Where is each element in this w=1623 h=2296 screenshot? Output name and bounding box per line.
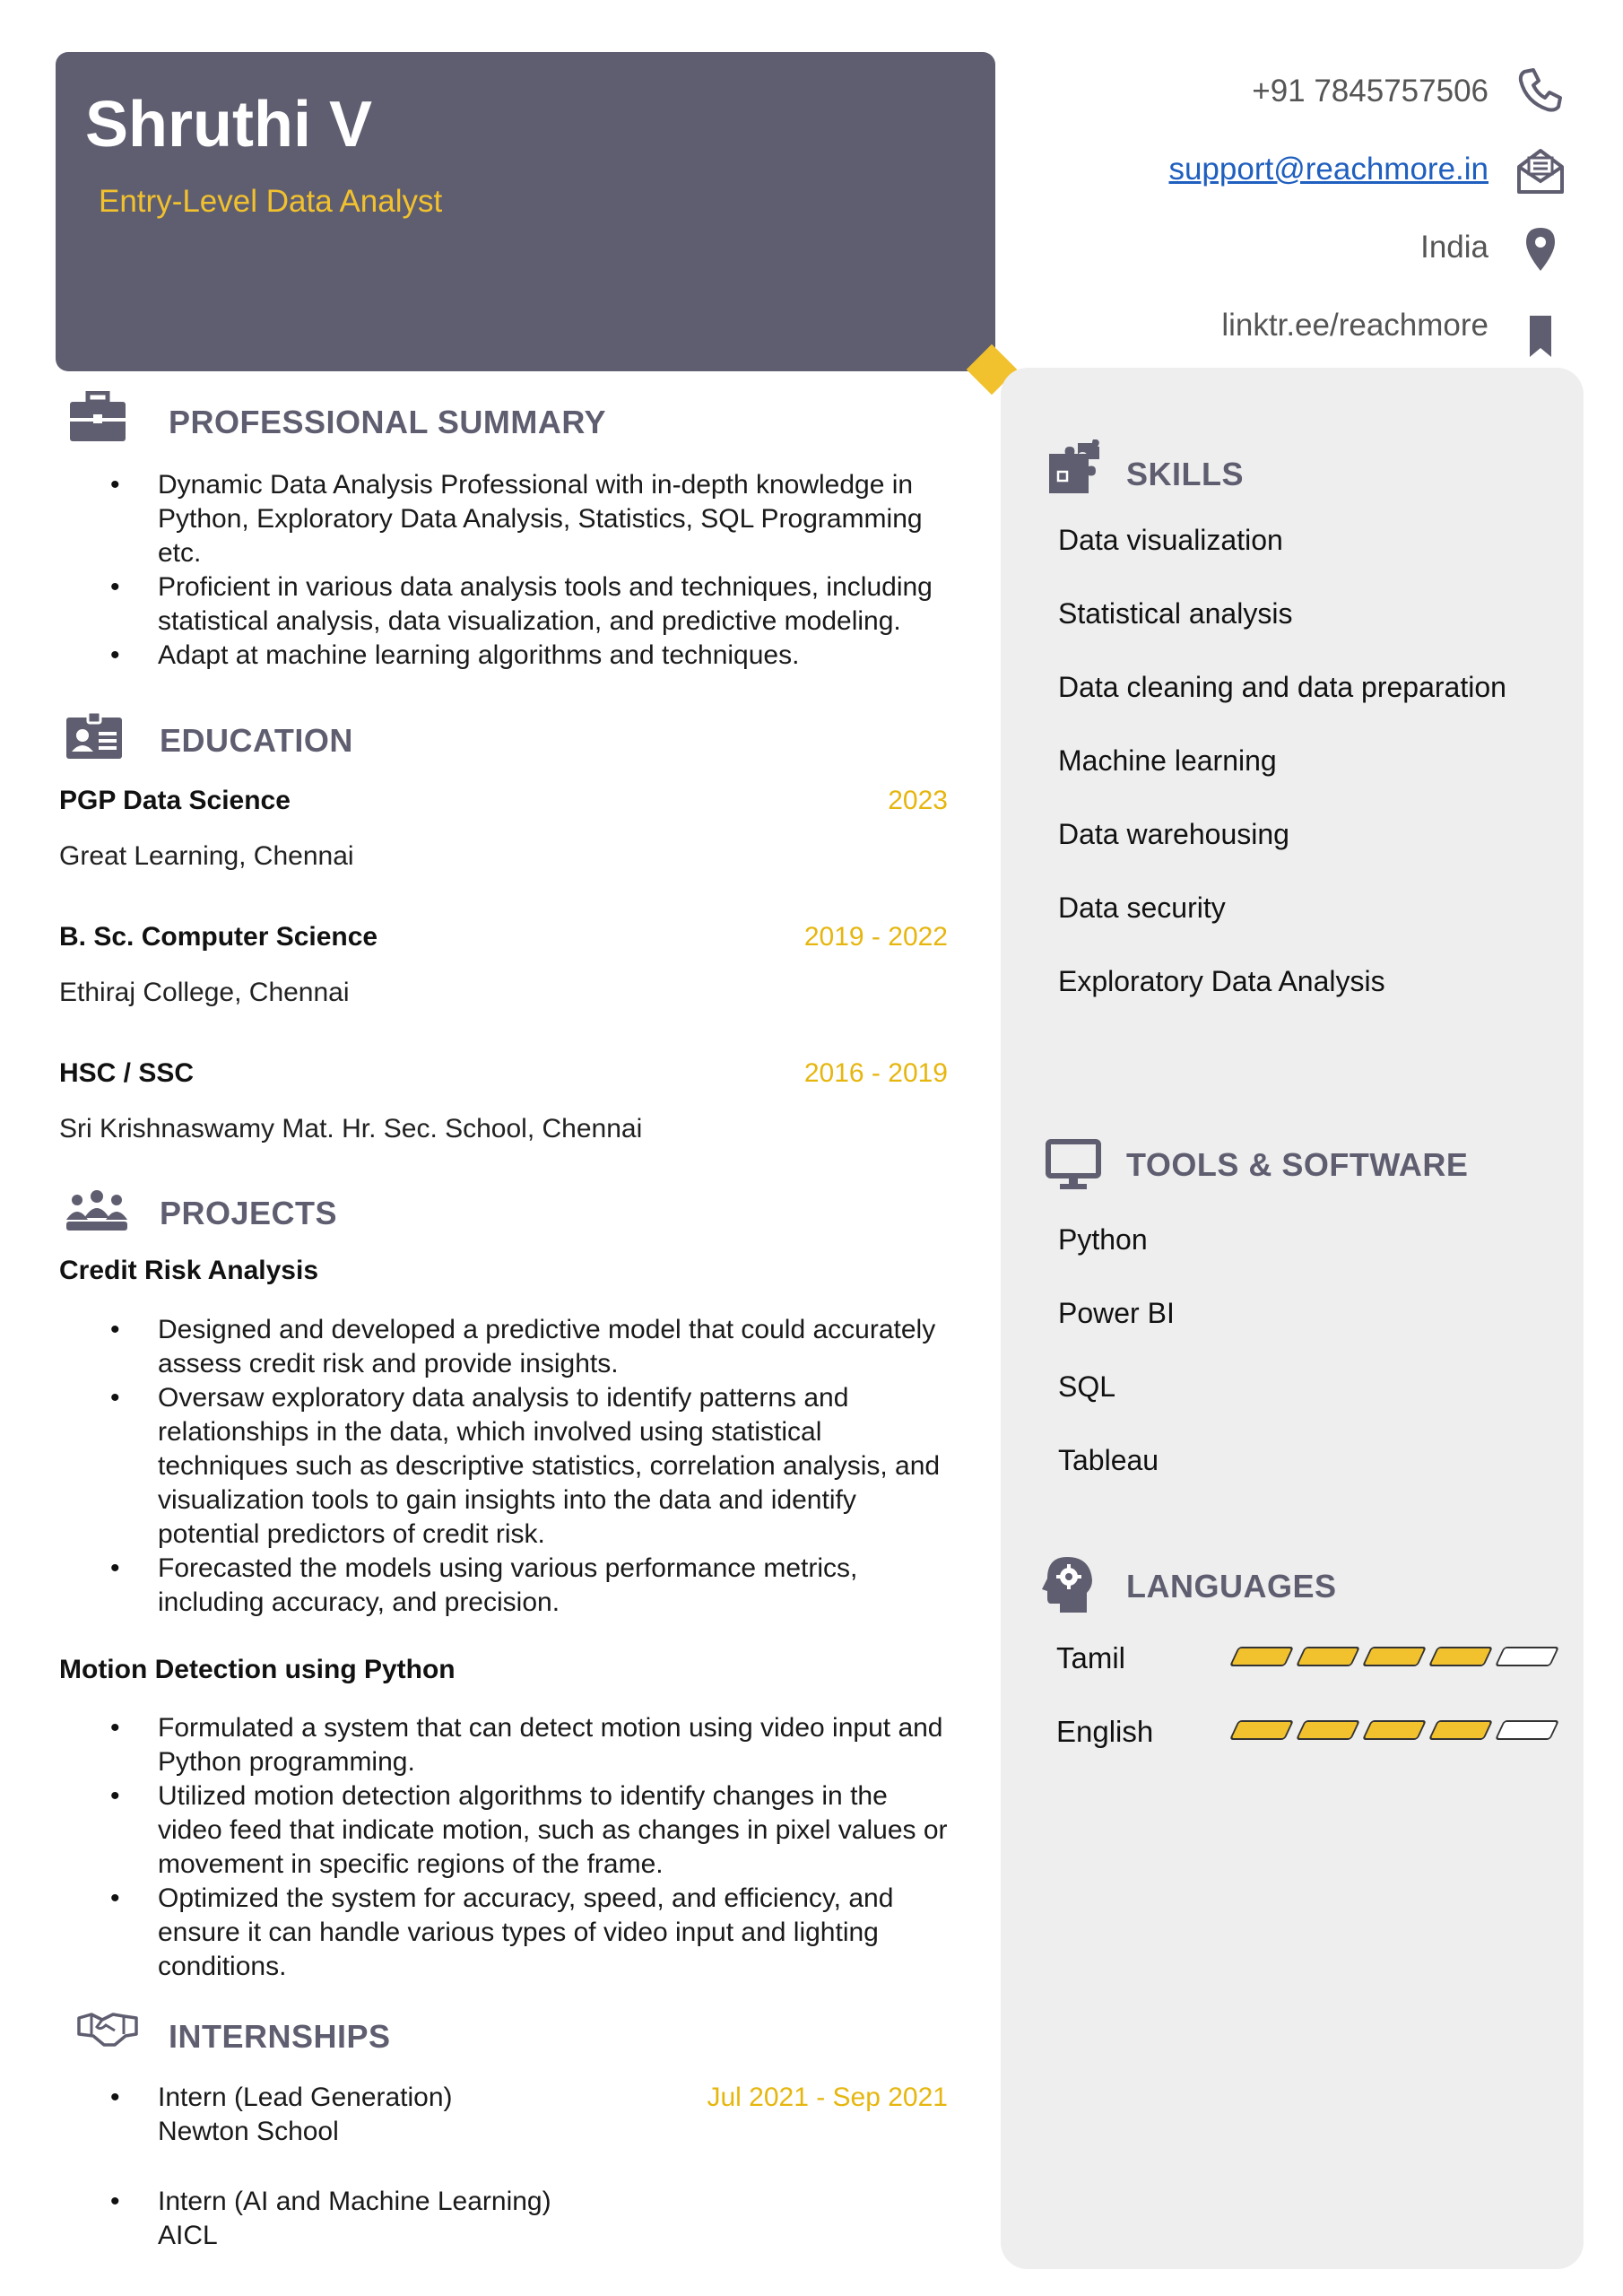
id-card-icon <box>65 710 124 761</box>
rating-pill-filled <box>1296 1720 1360 1740</box>
map-pin-icon <box>1515 224 1566 274</box>
team-icon <box>65 1189 129 1232</box>
list-item: Exploratory Data Analysis <box>1058 965 1385 997</box>
candidate-name: Shruthi V <box>85 89 372 161</box>
summary-heading: PROFESSIONAL SUMMARY <box>169 404 607 440</box>
rating-pill-filled <box>1296 1647 1360 1666</box>
list-item: • Designed and developed a predictive model that could accurately assess credit risk and provide insights. <box>59 1313 956 1381</box>
education-degree: HSC / SSC <box>59 1058 195 1088</box>
list-item: Python <box>1058 1223 1148 1256</box>
education-years: 2019 - 2022 <box>803 922 948 952</box>
languages-heading: LANGUAGES <box>1126 1568 1337 1605</box>
list-item: • Proficient in various data analysis tools and techniques, including statistical analysis, data visualization, and predictive modeling. <box>59 570 956 639</box>
education-heading: EDUCATION <box>160 722 353 759</box>
rating-pill-filled <box>1362 1720 1427 1740</box>
briefcase-icon <box>68 391 127 443</box>
internship-item <box>59 2081 597 2149</box>
bookmark-icon <box>1515 310 1566 361</box>
list-item: SQL <box>1058 1370 1116 1403</box>
rating-pill-filled <box>1229 1720 1294 1740</box>
skills-heading: SKILLS <box>1126 456 1245 492</box>
list-item: • Forecasted the models using various performance metrics, including accuracy, and precision. <box>59 1552 956 1620</box>
candidate-role: Entry-Level Data Analyst <box>99 184 443 219</box>
list-item <box>59 2185 597 2253</box>
education-degree: PGP Data Science <box>59 786 291 815</box>
handshake-icon <box>75 2009 140 2048</box>
internship-item <box>59 2185 597 2253</box>
list-item: Data security <box>1058 891 1226 924</box>
monitor-icon <box>1046 1139 1101 1191</box>
email-link[interactable]: support@reachmore.in <box>1168 152 1488 187</box>
internship-role: Intern (Lead Generation) <box>158 2083 453 2112</box>
tools-heading: TOOLS & SOFTWARE <box>1126 1146 1469 1183</box>
internships-heading: INTERNSHIPS <box>169 2018 391 2055</box>
rating-pill-filled <box>1229 1647 1294 1666</box>
phone-icon <box>1515 65 1566 115</box>
list-item: • Adapt at machine learning algorithms and techniques. <box>59 639 956 673</box>
list-item: • Dynamic Data Analysis Professional with in-depth knowledge in Python, Exploratory Data Analysis, Statistics, SQL Programming etc. <box>59 468 956 570</box>
tools-list <box>1058 1223 1175 1477</box>
list-item: • Oversaw exploratory data analysis to identify patterns and relationships in the data, which involved using statistical techniques such as descriptive statistics, correlation analysis, and visualization tools to gain insights into the data and identify potential predictors of credit risk. <box>59 1381 956 1552</box>
project-title: Motion Detection using Python <box>59 1655 456 1684</box>
language-name: English <box>1056 1715 1154 1748</box>
head-gear-icon <box>1040 1555 1096 1614</box>
list-item: Data warehousing <box>1058 818 1289 850</box>
rating-pill-filled <box>1428 1647 1493 1666</box>
internship-dates: Jul 2021 - Sep 2021 <box>707 2083 948 2112</box>
location-text: India <box>1420 230 1488 265</box>
internship-org: Newton School <box>158 2117 339 2146</box>
puzzle-icon <box>1046 439 1103 497</box>
list-item: • Optimized the system for accuracy, speed, and efficiency, and ensure it can handle various types of video input and lighting conditions. <box>59 1882 956 1984</box>
projects-heading: PROJECTS <box>160 1195 338 1231</box>
rating-pill-filled <box>1362 1647 1427 1666</box>
list-item: • Formulated a system that can detect motion using video input and Python programming. <box>59 1711 956 1779</box>
project-title: Credit Risk Analysis <box>59 1256 318 1285</box>
list-item: Machine learning <box>1058 744 1277 777</box>
internship-org: AICL <box>158 2221 218 2250</box>
summary-list <box>59 468 956 673</box>
education-school: Great Learning, Chennai <box>59 841 354 871</box>
profile-link[interactable]: linktr.ee/reachmore <box>1221 308 1488 343</box>
project-points <box>59 1313 956 1620</box>
phone-text: +91 7845757506 <box>1252 74 1488 109</box>
list-item: • Utilized motion detection algorithms to identify changes in the video feed that indicate motion, such as changes in pixel values or movement in specific regions of the frame. <box>59 1779 956 1882</box>
language-rating <box>1227 1647 1558 1668</box>
language-name: Tamil <box>1056 1641 1126 1674</box>
list-item: Tableau <box>1058 1444 1159 1476</box>
internship-role: Intern (AI and Machine Learning) <box>158 2187 551 2216</box>
education-school: Ethiraj College, Chennai <box>59 978 350 1007</box>
skills-list <box>1058 524 1506 998</box>
rating-pill-empty <box>1495 1720 1559 1740</box>
education-school: Sri Krishnaswamy Mat. Hr. Sec. School, Chennai <box>59 1114 643 1144</box>
list-item: Power BI <box>1058 1297 1175 1329</box>
education-years: 2016 - 2019 <box>803 1058 948 1088</box>
rating-pill-filled <box>1428 1720 1493 1740</box>
rating-pill-empty <box>1495 1647 1559 1666</box>
language-rating <box>1227 1720 1558 1742</box>
list-item: Statistical analysis <box>1058 597 1293 630</box>
list-item <box>59 2081 597 2149</box>
project-points <box>59 1711 956 1984</box>
mail-icon <box>1515 145 1566 196</box>
education-years: 2023 <box>888 786 948 815</box>
education-degree: B. Sc. Computer Science <box>59 922 378 952</box>
list-item: Data cleaning and data preparation <box>1058 671 1506 703</box>
list-item: Data visualization <box>1058 524 1283 556</box>
